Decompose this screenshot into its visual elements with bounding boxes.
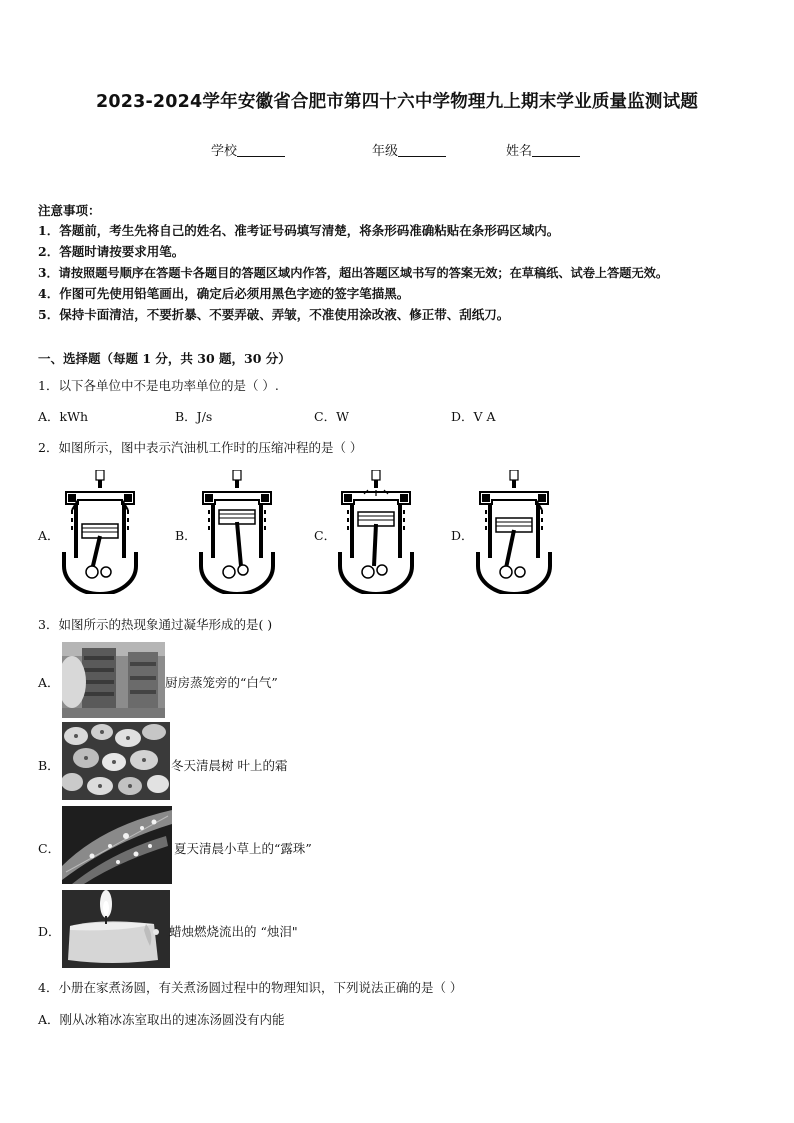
q3-option-c-text: 夏天清晨小草上的“露珠”	[174, 841, 312, 856]
q3-option-a-letter[interactable]: A．	[38, 675, 60, 690]
section-title: 一、选择题（每题 1 分，共 30 题，30 分）	[38, 351, 291, 366]
notice-item-4: 4．作图可先使用铅笔画出，确定后必须用黑色字迹的签字笔描黑。	[38, 286, 410, 301]
engine-diagram-d	[476, 470, 552, 594]
steamer-photo	[62, 642, 165, 718]
engine-diagram-a	[62, 470, 138, 594]
q2-option-b[interactable]: B．	[175, 528, 197, 543]
notice-item-1: 1．答题前，考生先将自己的姓名、准考证号码填写清楚，将条形码准确粘贴在条形码区域内。	[38, 223, 560, 238]
q2-option-d[interactable]: D．	[451, 528, 474, 543]
engine-diagram-c	[338, 470, 414, 594]
q4-stem: 4．小册在家煮汤圆，有关煮汤圆过程中的物理知识，下列说法正确的是（ ）	[38, 980, 463, 995]
q3-option-d-letter[interactable]: D．	[38, 924, 61, 939]
q3-stem: 3．如图所示的热现象通过凝华形成的是( )	[38, 617, 273, 632]
notice-item-2: 2．答题时请按要求用笔。	[38, 244, 185, 259]
q1-stem: 1．以下各单位中不是电功率单位的是（ ）.	[38, 378, 279, 393]
q1-option-b[interactable]: B．J/s	[175, 409, 213, 424]
q2-stem: 2．如图所示，图中表示汽油机工作时的压缩冲程的是（ ）	[38, 440, 363, 455]
grade-field	[372, 140, 446, 159]
school-field	[211, 140, 285, 159]
name-field	[506, 140, 580, 159]
name-label: 姓名	[506, 144, 533, 159]
frost-leaves-photo	[62, 722, 170, 800]
notice-item-5: 5．保持卡面清洁，不要折暴、不要弄破、弄皱，不准使用涂改液、修正带、刮纸刀。	[38, 307, 510, 322]
notice-item-3: 3．请按照题号顺序在答题卡各题目的答题区域内作答，超出答题区域书写的答案无效；在草稿纸、试卷上答题无效。	[38, 266, 669, 280]
exam-title: 2023-2024学年安徽省合肥市第四十六中学物理九上期末学业质量监测试题	[95, 92, 699, 112]
dew-grass-photo	[62, 806, 172, 884]
notice-heading: 注意事项：	[38, 203, 101, 218]
q1-option-a[interactable]: A．kWh	[38, 409, 89, 424]
q1-option-d[interactable]: D．V A	[451, 409, 496, 424]
school-label: 学校	[211, 144, 238, 159]
q3-option-a-text: 厨房蒸笼旁的“白气”	[165, 675, 278, 690]
q2-option-a[interactable]: A．	[38, 528, 60, 543]
candle-photo	[62, 890, 170, 968]
q3-option-b-letter[interactable]: B．	[38, 758, 60, 773]
q3-option-d-text: 蜡烛燃烧流出的 “烛泪"	[169, 924, 298, 939]
q4-option-a[interactable]: A．刚从冰箱冰冻室取出的速冻汤圆没有内能	[38, 1012, 285, 1027]
q3-option-b-text: 冬天清晨树 叶上的霜	[171, 758, 288, 773]
grade-label: 年级	[372, 144, 399, 159]
q3-option-c-letter[interactable]: C．	[38, 841, 61, 856]
school-blank[interactable]	[237, 144, 285, 157]
grade-blank[interactable]	[398, 144, 446, 157]
q2-option-c[interactable]: C．	[314, 528, 337, 543]
engine-diagram-b	[199, 470, 275, 594]
q1-option-c[interactable]: C．W	[314, 409, 349, 424]
name-blank[interactable]	[532, 144, 580, 157]
